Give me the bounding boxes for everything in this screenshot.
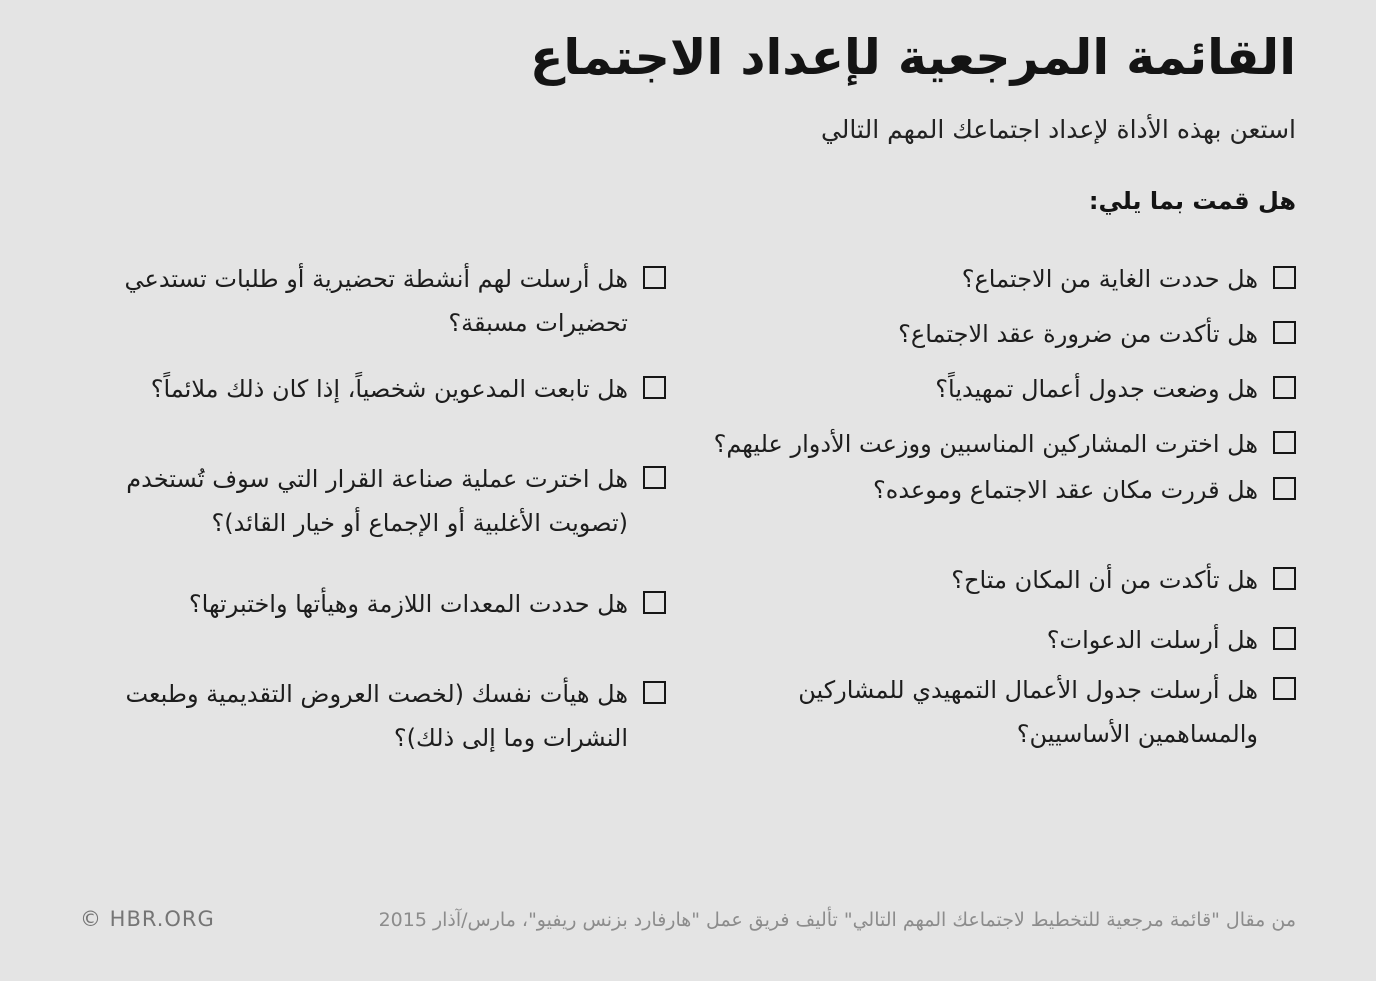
- checkbox[interactable]: [1273, 567, 1296, 590]
- checkbox[interactable]: [1273, 477, 1296, 500]
- checklist-item: [710, 558, 1296, 602]
- question-heading: هل قمت بما يلي:: [1088, 187, 1296, 216]
- checkbox[interactable]: [1273, 431, 1296, 454]
- checklist-item-label: هل تأكدت من ضرورة عقد الاجتماع؟: [898, 320, 1258, 349]
- checklist-item-label: هل أرسلت الدعوات؟: [1046, 626, 1258, 655]
- checklist-column-right: [710, 257, 1296, 782]
- checklist-item-label: هل تأكدت من أن المكان متاح؟: [951, 566, 1258, 595]
- checklist-item-label: هل اخترت عملية صناعة القرار التي سوف تُستخدم (تصويت الأغلبية أو الإجماع أو خيار القائد)؟: [126, 465, 628, 538]
- checklist-item-label: هل أرسلت لهم أنشطة تحضيرية أو طلبات تستدعي تحضيرات مسبقة؟: [124, 265, 628, 338]
- checklist-item-label: هل حددت المعدات اللازمة وهيأتها واختبرتها؟: [188, 590, 628, 619]
- source-attribution: من مقال "قائمة مرجعية للتخطيط لاجتماعك المهم التالي" تأليف فريق عمل "هارفارد بزنس ريفيو"، مارس/آذار 2015: [378, 909, 1296, 931]
- checklist-columns: [80, 257, 1296, 782]
- checkbox[interactable]: [1273, 677, 1296, 700]
- checklist-item: [710, 618, 1296, 662]
- checkbox[interactable]: [1273, 627, 1296, 650]
- checklist-column-left: [80, 257, 666, 782]
- checkbox[interactable]: [1273, 266, 1296, 289]
- checkbox[interactable]: [1273, 321, 1296, 344]
- checklist-item: [710, 468, 1296, 512]
- checklist-item: [710, 367, 1296, 411]
- checkbox[interactable]: [643, 376, 666, 399]
- checklist-item-label: هل أرسلت جدول الأعمال التمهيدي للمشاركين والمساهمين الأساسيين؟: [798, 676, 1258, 749]
- checklist-item: [80, 672, 666, 760]
- page-subtitle: استعن بهذه الأداة لإعداد اجتماعك المهم التالي: [820, 115, 1296, 145]
- checklist-item: [80, 582, 666, 626]
- page-footer: [80, 907, 1296, 931]
- checklist-item: [710, 422, 1296, 466]
- checklist-item-label: هل حددت الغاية من الاجتماع؟: [961, 265, 1258, 294]
- checkbox[interactable]: [643, 681, 666, 704]
- page-title: القائمة المرجعية لإعداد الاجتماع: [529, 29, 1296, 86]
- checklist-item: [710, 312, 1296, 356]
- checkbox[interactable]: [643, 466, 666, 489]
- checklist-item: [710, 257, 1296, 301]
- checklist-item-label: هل وضعت جدول أعمال تمهيدياً؟: [935, 375, 1258, 404]
- checklist-item: [80, 257, 666, 345]
- checklist-item: [80, 457, 666, 545]
- checkbox[interactable]: [643, 266, 666, 289]
- checklist-item-label: هل هيأت نفسك (لخصت العروض التقديمية وطبعت النشرات وما إلى ذلك)؟: [125, 680, 628, 753]
- checklist-item: [710, 668, 1296, 756]
- checkbox[interactable]: [1273, 376, 1296, 399]
- checklist-item: [80, 367, 666, 411]
- copyright-label: © HBR.ORG: [80, 907, 215, 931]
- checkbox[interactable]: [643, 591, 666, 614]
- checklist-item-label: هل تابعت المدعوين شخصياً، إذا كان ذلك ملائماً؟: [150, 375, 628, 404]
- checklist-item-label: هل اخترت المشاركين المناسبين ووزعت الأدوار عليهم؟: [713, 430, 1258, 459]
- checklist-item-label: هل قررت مكان عقد الاجتماع وموعده؟: [873, 476, 1258, 505]
